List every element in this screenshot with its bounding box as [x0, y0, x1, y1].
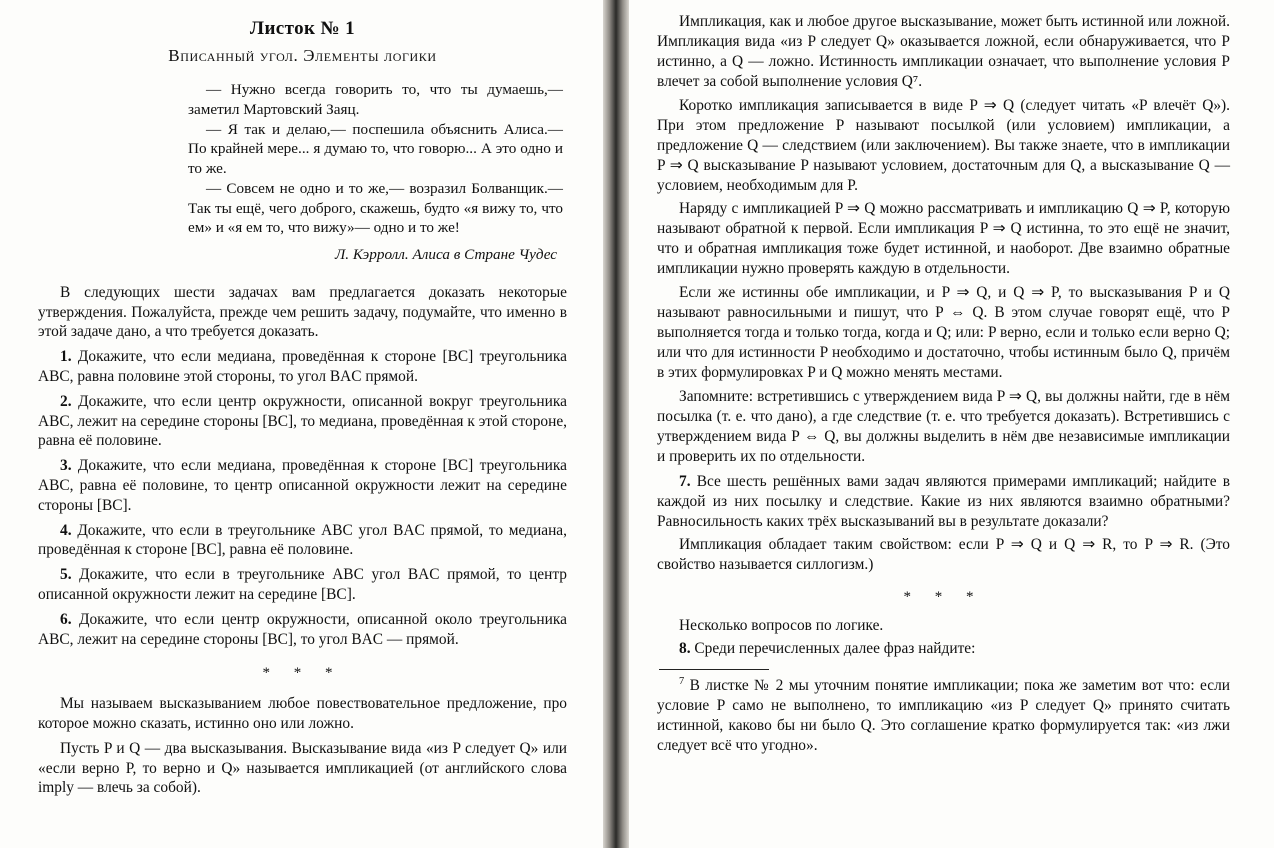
sheet-number-title: Листок № 1 — [249, 18, 356, 39]
problem-text: Докажите, что если центр окружности, описанной около треугольника ABC, лежит на середине стороны [BC], то угол BAC — прямой. — [38, 610, 567, 648]
page-gutter-shadow — [603, 0, 629, 848]
sheet-subtitle: Вписанный угол. Элементы логики — [168, 46, 437, 65]
problem-text: Докажите, что если медиана, проведённая к стороне [BC] треугольника ABC, равна её половине, то центр описанной окружности лежит на середине стороны [BC]. — [38, 457, 567, 514]
questions-lead: Несколько вопросов по логике. — [679, 617, 884, 635]
problem-number: 3. — [60, 457, 72, 475]
problem-text: Докажите, что если в треугольнике ABC угол BAC прямой, то центр описанной окружности лежит на середине [BC]. — [38, 566, 567, 603]
problem-text: Все шесть решённых вами задач являются примерами импликаций; найдите в каждой из них посылку и следствие. Какие из них являются взаимно обратными? Равносильность каких трёх высказываний вы в результате доказали? — [657, 472, 1230, 530]
problem-number: 7. — [679, 472, 691, 490]
definition-paragraph: Мы называем высказыванием любое повествовательное предложение, про которое можно сказать, истинно оно или ложно. — [38, 695, 567, 733]
epigraph-source: Л. Кэрролл. Алиса в Стране Чудес — [334, 246, 557, 263]
footnote-divider — [659, 669, 769, 670]
problem-number: 5. — [60, 566, 72, 584]
right-body-text — [657, 12, 1230, 756]
section-separator: * * * — [262, 665, 343, 682]
epigraph-line: — Я так и делаю,— поспешила объяснить Алиса.— По крайней мере... я думаю то, что говорю... А это одно и то же. — [188, 120, 563, 177]
paragraph-implication-truth: Импликация, как и любое другое высказывание, может быть истинной или ложной. Импликация вида «из P следует Q» оказывается ложной, если обнаруживается, что P истинно, а Q — ложно. Истинность импликации означает, что выполнение условия P влечет за собой выполнение условия Q⁷. — [657, 13, 1230, 90]
right-page-column — [629, 0, 1274, 848]
epigraph — [188, 80, 563, 265]
left-body-text — [38, 283, 567, 799]
problem-text: Среди перечисленных далее фраз найдите: — [694, 640, 976, 658]
epigraph-line: — Совсем не одно и то же,— возразил Болванщик.— Так ты ещё, чего доброго, скажешь, будто «я вижу то, что ем» и «я ем то, что вижу»— одно и то же! — [188, 179, 563, 237]
implication-paragraph: Пусть P и Q — два высказывания. Высказывание вида «из P следует Q» или «если верно P, то верно и Q» называется импликацией (от английского слова imply — влечь за собой). — [38, 739, 567, 797]
paragraph-converse-implication: Наряду с импликацией P ⇒ Q можно рассматривать и импликацию Q ⇒ P, которую называют обратной к первой. Если импликация P ⇒ Q истинна, то это ещё не значит, что и обратная импликация тоже будет истинной, и наоборот. Две взаимно обратные импликации нужно проверять каждую в отдельности. — [657, 200, 1230, 278]
problem-text: Докажите, что если в треугольнике ABC угол BAC прямой, то медиана, проведённая к стороне [BC], равна её половине. — [38, 521, 567, 559]
problem-number: 6. — [60, 610, 72, 628]
section-separator: * * * — [903, 589, 984, 606]
problem-item — [38, 456, 567, 515]
footnote-text: В листке № 2 мы уточним понятие импликации; пока же заметим вот что: если условие P само не выполнено, то импликацию «из P следует Q» принято считать истинной, каково бы ни было Q. Это соглашение кратко формулируется так: «из лжи следует всё что угодно». — [657, 677, 1230, 755]
problem-item — [38, 521, 567, 561]
paragraph-remember: Запомните: встретившись с утверждением вида P ⇒ Q, вы должны найти, где в нём посылка (т. е. что дано), а где следствие (т. е. что требуется доказать). Встретившись с утверждением вида P ⇔ Q, вы должны выделить в нём две независимые импликации и проверить их по отдельности. — [657, 387, 1230, 465]
problem-text: Докажите, что если центр окружности, описанной вокруг треугольника ABC, лежит на середине стороны [BC], то медиана, проведённая к этой стороне, равна её половине. — [38, 392, 567, 450]
left-page-column — [0, 0, 603, 848]
paragraph-equivalence: Если же истинны обе импликации, и P ⇒ Q, и Q ⇒ P, то высказывания P и Q называют равносильными и пишут, что P ⇔ Q. В этом случае говорят ещё, что P выполняется тогда и только тогда, когда и Q; или: P верно, если и только если верно Q; или что для истинности P необходимо и достаточно, чтобы истинным было Q, причём в этих формулировках P и Q можно менять местами. — [657, 284, 1230, 381]
paragraph-implication-notation: Коротко импликация записывается в виде P ⇒ Q (следует читать «P влечёт Q»). При этом предложение P называют посылкой (или условием) импликации, а предложение Q — следствием (или заключением). Вы также знаете, что в импликации P ⇒ Q высказывание P называют условием, достаточным для Q, а высказывание Q — условием, необходимым для P. — [657, 96, 1230, 194]
footnote-marker: 7 — [679, 676, 685, 688]
intro-paragraph: В следующих шести задачах вам предлагается доказать некоторые утверждения. Пожалуйста, прежде чем решить задачу, подумайте, что именно в этой задаче дано, а что требуется доказать. — [38, 283, 567, 341]
problem-number: 4. — [60, 521, 72, 539]
problem-number: 8. — [679, 640, 691, 658]
problem-item — [38, 347, 567, 387]
problem-number: 1. — [60, 348, 72, 366]
epigraph-line: — Нужно всегда говорить то, что ты думаешь,— заметил Мартовский Заяц. — [188, 81, 563, 118]
footnote — [657, 675, 1230, 756]
problem-item — [38, 392, 567, 451]
problem-item — [657, 639, 1230, 659]
problem-item — [38, 610, 567, 650]
problem-item — [657, 472, 1230, 532]
problem-text: Докажите, что если медиана, проведённая к стороне [BC] треугольника ABC, равна половине этой стороны, то угол BAC прямой. — [38, 348, 567, 385]
problem-item — [38, 565, 567, 605]
problem-number: 2. — [60, 392, 72, 410]
paragraph-syllogism: Импликация обладает таким свойством: если P ⇒ Q и Q ⇒ R, то P ⇒ R. (Это свойство называется силлогизм.) — [657, 536, 1230, 574]
